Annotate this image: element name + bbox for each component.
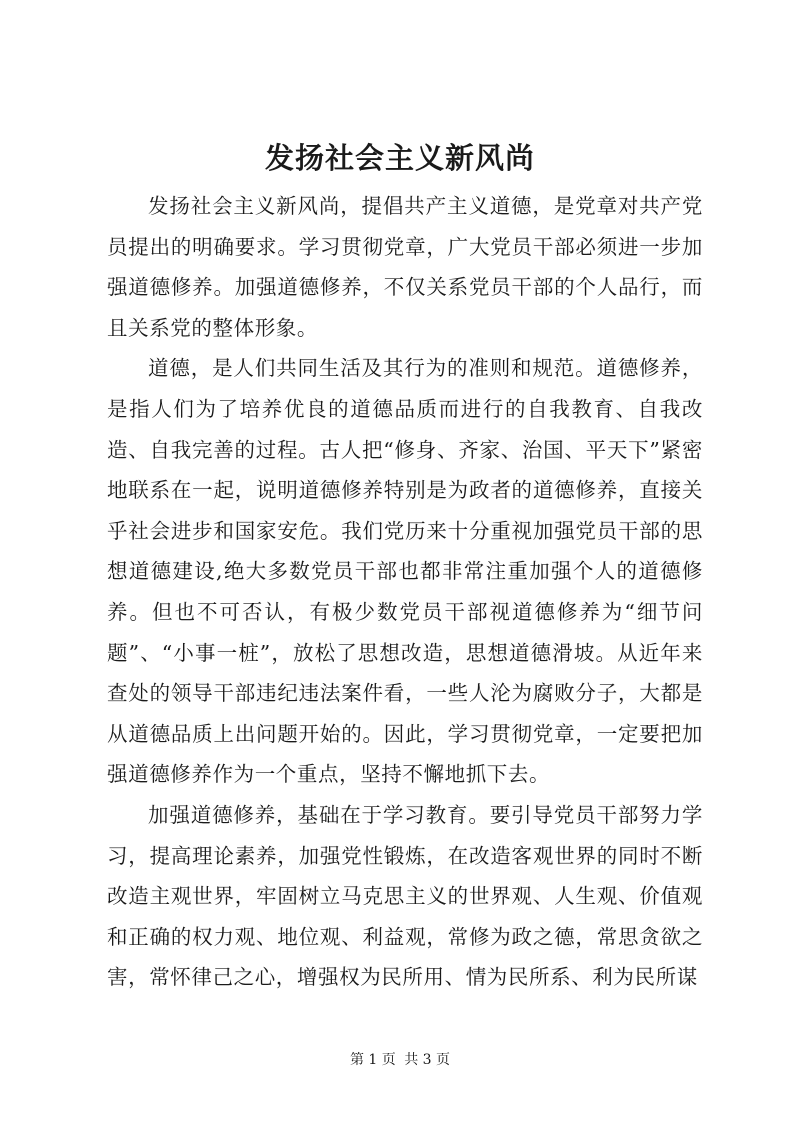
page-footer xyxy=(0,1050,800,1070)
page-number: 第 1 页 xyxy=(349,1052,396,1068)
paragraph-1: 发扬社会主义新风尚，提倡共产主义道德，是党章对共产党员提出的明确要求。学习贯彻党章，广大党员干部必须进一步加强道德修养。加强道德修养，不仅关系党员干部的个人品行，而且关系党的整体形象。 xyxy=(107,194,703,340)
document-title: 发扬社会主义新风尚 xyxy=(264,141,535,175)
paragraph-3: 加强道德修养，基础在于学习教育。要引导党员干部努力学习，提高理论素养，加强党性锻炼，在改造客观世界的同时不断改造主观世界，牢固树立马克思主义的世界观、人生观、价值观和正确的权力观、地位观、利益观，常修为政之德，常思贪欲之害，常怀律己之心，增强权为民所用、情为民所系、利为民所谋 xyxy=(107,802,703,990)
paragraph-2: 道德，是人们共同生活及其行为的准则和规范。道德修养，是指人们为了培养优良的道德品质而进行的自我教育、自我改造、自我完善的过程。古人把“修身、齐家、治国、平天下”紧密地联系在一起，说明道德修养特别是为政者的道德修养，直接关乎社会进步和国家安危。我们党历来十分重视加强党员干部的思想道德建设,绝大多数党员干部也都非常注重加强个人的道德修养。但也不可否认，有极少数党员干部视道德修养为“细节问题”、“小事一桩”，放松了思想改造，思想道德滑坡。从近年来查处的领导干部违纪违法案件看，一些人沦为腐败分子，大都是从道德品质上出问题开始的。因此，学习贯彻党章，一定要把加强道德修养作为一个重点，坚持不懈地抓下去。 xyxy=(107,356,703,787)
page-total: 共 3 页 xyxy=(404,1052,451,1068)
document-body xyxy=(107,186,703,998)
